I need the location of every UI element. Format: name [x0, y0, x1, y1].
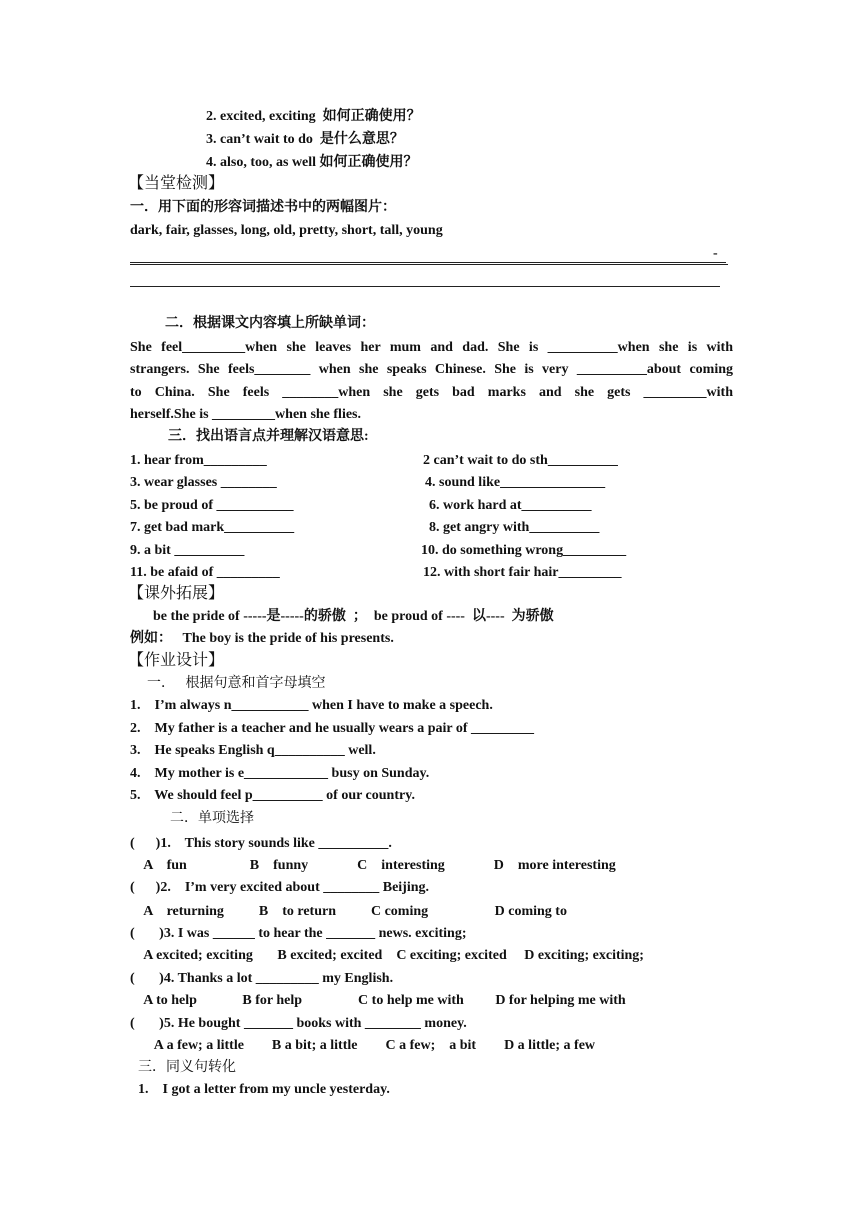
passage-line-1: She feel_________when she leaves her mum and dad. She is __________when she is with [130, 340, 733, 355]
fill-item-4: 4. My mother is e____________ busy on Sunday. [130, 766, 430, 781]
phrase-9: 9. a bit __________ [130, 543, 245, 558]
phrase-12: 12. with short fair hair_________ [423, 565, 622, 580]
mc-q5-options: A a few; a little B a bit; a little C a few; a bit D a little; a few [130, 1038, 596, 1053]
phrase-1: 1. hear from_________ [130, 453, 267, 468]
phrase-6: 6. work hard at__________ [429, 498, 592, 513]
homework-sec2-title: 二．单项选择 [170, 811, 254, 826]
phrase-11: 11. be afaid of _________ [130, 565, 280, 580]
phrase-7: 7. get bad mark__________ [130, 520, 295, 535]
phrase-10: 10. do something wrong_________ [421, 543, 627, 558]
homework-sec1-title: 一． 根据句意和首字母填空 [147, 676, 326, 691]
answer-line-1[interactable] [130, 262, 726, 263]
adjective-list: dark, fair, glasses, long, old, pretty, short, tall, young [130, 223, 443, 238]
fill-item-3: 3. He speaks English q__________ well. [130, 743, 376, 758]
part2-title: 二．根据课文内容填上所缺单词： [165, 316, 375, 331]
answer-line-2[interactable] [130, 286, 720, 287]
mc-q4: ( )4. Thanks a lot _________ my English. [130, 971, 394, 986]
extension-heading: 【课外拓展】 [128, 585, 225, 602]
passage-line-2: strangers. She feels________ when she speaks Chinese. She is very __________about coming [130, 362, 733, 377]
classroom-check-heading: 【当堂检测】 [128, 175, 225, 192]
part3-title: 三．找出语言点并理解汉语意思: [168, 429, 369, 444]
extension-line-2: 例如： The boy is the pride of his presents. [130, 631, 394, 646]
mc-q1: ( )1. This story sounds like __________. [130, 836, 392, 851]
passage-line-3: to China. She feels ________when she gets bad marks and she gets _________with [130, 385, 733, 400]
phrase-2: 2 can’t wait to do sth__________ [423, 453, 618, 468]
mc-q2-options: A returning B to return C coming D coming to [130, 904, 567, 919]
part1-title: 一．用下面的形容词描述书中的两幅图片： [130, 200, 396, 215]
mc-q2: ( )2. I’m very excited about ________ Beijing. [130, 880, 430, 895]
homework-sec3-title: 三．同义句转化 [138, 1060, 236, 1075]
phrase-4: 4. sound like_______________ [425, 475, 606, 490]
mc-q4-options: A to help B for help C to help me with D for helping me with [130, 993, 626, 1008]
fill-item-2: 2. My father is a teacher and he usually wears a pair of _________ [130, 721, 535, 736]
intro-question-2: 2. excited, exciting 如何正确使用？ [206, 109, 421, 124]
homework-heading: 【作业设计】 [128, 652, 225, 669]
extension-line-1: be the pride of -----是-----的骄傲 ； be proud of ---- 以---- 为骄傲 [153, 609, 554, 624]
answer-line-1b [130, 264, 728, 265]
mc-q5: ( )5. He bought _______ books with ________ money. [130, 1016, 467, 1031]
mc-q3-options: A excited; exciting B excited; excited C exciting; excited D exciting; exciting; [130, 948, 644, 963]
phrase-5: 5. be proud of ___________ [130, 498, 294, 513]
intro-question-4: 4. also, too, as well 如何正确使用？ [206, 155, 418, 170]
answer-line-dash: - [713, 246, 718, 261]
trans-item-1: 1. I got a letter from my uncle yesterday. [138, 1082, 390, 1097]
mc-q1-options: A fun B funny C interesting D more interesting [130, 858, 616, 873]
fill-item-1: 1. I’m always n___________ when I have to make a speech. [130, 698, 493, 713]
passage-line-4: herself.She is _________when she flies. [130, 407, 361, 422]
mc-q3: ( )3. I was ______ to hear the _______ news. exciting; [130, 926, 467, 941]
phrase-8: 8. get angry with__________ [429, 520, 600, 535]
fill-item-5: 5. We should feel p__________ of our country. [130, 788, 415, 803]
intro-question-3: 3. can’t wait to do 是什么意思？ [206, 132, 404, 147]
phrase-3: 3. wear glasses ________ [130, 475, 277, 490]
